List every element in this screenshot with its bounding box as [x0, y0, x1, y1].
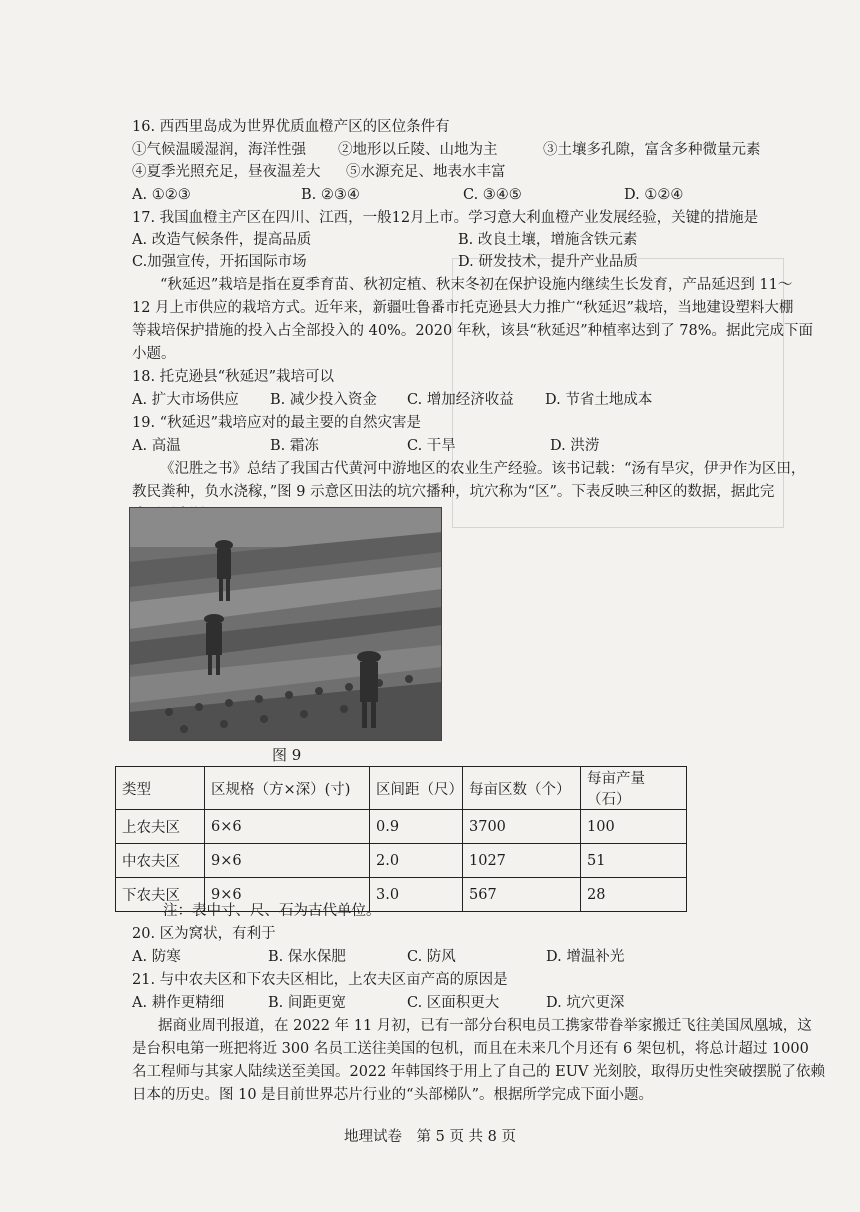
- figure-9-caption: 图 9: [272, 746, 302, 764]
- table-row: [116, 844, 687, 878]
- passage1-line-3: 等栽培保护措施的投入占全部投入的 40%。2020 年秋，该县“秋延迟”种植率达到了 78%。据此完成下面: [132, 323, 814, 339]
- table-note: 注：表中寸、尺、石为古代单位。: [163, 903, 381, 919]
- q16-option-d[interactable]: D. ①②④: [624, 187, 684, 203]
- q21-option-a[interactable]: A. 耕作更精细: [132, 995, 225, 1011]
- table-cell: 上农夫区: [116, 810, 205, 844]
- passage3-line-1: 据商业周刊报道，在 2022 年 11 月初，已有一部分台积电员工携家带眷举家搬迁飞往美国凤凰城，这: [158, 1018, 812, 1034]
- q19-option-a[interactable]: A. 高温: [132, 438, 181, 454]
- table-cell: 3700: [463, 810, 581, 844]
- passage3-line-4: 日本的历史。图 10 是目前世界芯片行业的“头部梯队”。根据所学完成下面小题。: [132, 1087, 653, 1103]
- table-cell: 中农夫区: [116, 844, 205, 878]
- table-row: [116, 810, 687, 844]
- q18-option-d[interactable]: D. 节省土地成本: [545, 392, 653, 408]
- table-cell: 6×6: [205, 810, 370, 844]
- q17-option-c[interactable]: C.加强宣传，开拓国际市场: [132, 254, 307, 270]
- q18-option-a[interactable]: A. 扩大市场供应: [132, 392, 239, 408]
- q20-option-c[interactable]: C. 防风: [407, 949, 456, 965]
- table-cell: 28: [581, 878, 687, 912]
- table-cell: 51: [581, 844, 687, 878]
- q19-option-d[interactable]: D. 洪涝: [550, 438, 600, 454]
- q21-option-c[interactable]: C. 区面积更大: [407, 995, 500, 1011]
- figure-9-farming-photo: [129, 507, 442, 741]
- q19-option-c[interactable]: C. 干旱: [407, 438, 456, 454]
- table-cell: 0.9: [370, 810, 463, 844]
- passage3-line-3: 名工程师与其家人陆续送至美国。2022 年韩国终于用上了自己的 EUV 光刻胶，取得历史性突破摆脱了依赖: [132, 1064, 826, 1080]
- table-cell: 2.0: [370, 844, 463, 878]
- q17-option-d[interactable]: D. 研发技术，提升产业品质: [458, 254, 638, 270]
- q17-option-b[interactable]: B. 改良土壤，增施含铁元素: [458, 232, 638, 248]
- table-cell: 567: [463, 878, 581, 912]
- table-header-cell: 区规格（方×深）(寸): [205, 767, 370, 810]
- table-header-cell: 类型: [116, 767, 205, 810]
- q19-stem: 19. “秋延迟”栽培应对的最主要的自然灾害是: [132, 415, 421, 431]
- q16-stem: 16. 西西里岛成为世界优质血橙产区的区位条件有: [132, 119, 450, 135]
- q21-option-b[interactable]: B. 间距更宽: [268, 995, 346, 1011]
- table-header-cell: 每亩产量（石）: [581, 767, 687, 810]
- q21-stem: 21. 与中农夫区和下农夫区相比，上农夫区亩产高的原因是: [132, 972, 508, 988]
- page-footer: 地理试卷 第 5 页 共 8 页: [344, 1129, 516, 1145]
- table-header-cell: 区间距（尺）: [370, 767, 463, 810]
- q16-item-5: ⑤水源充足、地表水丰富: [346, 164, 506, 180]
- table-cell: 下农夫区: [116, 878, 205, 912]
- passage3-line-2: 是台积电第一班把将近 300 名员工送往美国的包机，而且在未来几个月还有 6 架包机，将总计超过 1000: [132, 1041, 809, 1057]
- q20-option-a[interactable]: A. 防寒: [132, 949, 181, 965]
- passage1-line-4: 小题。: [132, 346, 176, 362]
- q18-option-c[interactable]: C. 增加经济收益: [407, 392, 514, 408]
- q20-option-d[interactable]: D. 增温补光: [546, 949, 625, 965]
- q20-option-b[interactable]: B. 保水保肥: [268, 949, 346, 965]
- q17-stem: 17. 我国血橙主产区在四川、江西，一般12月上市。学习意大利血橙产业发展经验，关键的措施是: [132, 210, 759, 226]
- table-cell: 100: [581, 810, 687, 844]
- q19-option-b[interactable]: B. 霜冻: [270, 438, 319, 454]
- table-cell: 3.0: [370, 878, 463, 912]
- table-cell: 9×6: [205, 844, 370, 878]
- district-data-table: [115, 766, 687, 912]
- q16-option-a[interactable]: A. ①②③: [132, 187, 191, 203]
- q20-stem: 20. 区为窝状，有利于: [132, 926, 276, 942]
- passage1-line-1: “秋延迟”栽培是指在夏季育苗、秋初定植、秋末冬初在保护设施内继续生长发育，产品延迟到 11～: [160, 277, 793, 293]
- q16-option-c[interactable]: C. ③④⑤: [463, 187, 522, 203]
- passage2-line-2: 教民粪种，负水浇稼，”图 9 示意区田法的坑穴播种，坑穴称为“区”。下表反映三种区的数据，据此完: [132, 484, 775, 500]
- q16-item-2: ②地形以丘陵、山地为主: [338, 142, 498, 158]
- q18-stem: 18. 托克逊县“秋延迟”栽培可以: [132, 369, 334, 385]
- table-cell: 9×6: [205, 878, 370, 912]
- q16-item-3: ③土壤多孔隙，富含多种微量元素: [543, 142, 761, 158]
- table-cell: 1027: [463, 844, 581, 878]
- q16-item-1: ①气候温暖湿润，海洋性强: [132, 142, 306, 158]
- q18-option-b[interactable]: B. 减少投入资金: [270, 392, 377, 408]
- q16-option-b[interactable]: B. ②③④: [301, 187, 360, 203]
- q16-item-4: ④夏季光照充足，昼夜温差大: [132, 164, 321, 180]
- passage2-line-1: 《氾胜之书》总结了我国古代黄河中游地区的农业生产经验。该书记载：“汤有旱灾，伊尹作为区田，: [160, 461, 806, 477]
- q21-option-d[interactable]: D. 坑穴更深: [546, 995, 625, 1011]
- table-header-row: [116, 767, 687, 810]
- q17-option-a[interactable]: A. 改造气候条件，提高品质: [132, 232, 312, 248]
- passage1-line-2: 12 月上市供应的栽培方式。近年来，新疆吐鲁番市托克逊县大力推广“秋延迟”栽培，当地建设塑料大棚: [132, 300, 794, 316]
- table-header-cell: 每亩区数（个）: [463, 767, 581, 810]
